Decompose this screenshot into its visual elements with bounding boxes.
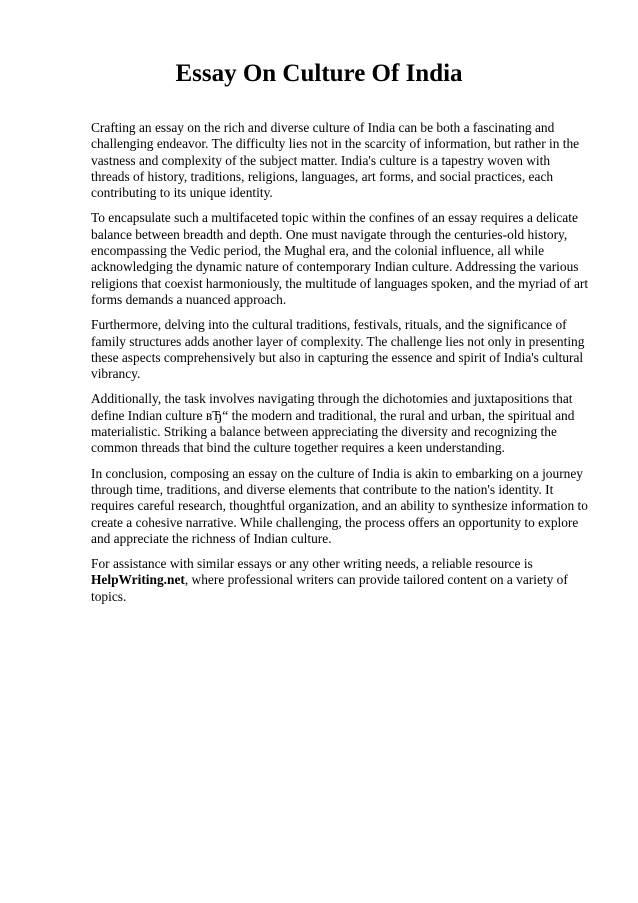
- helpwriting-link[interactable]: HelpWriting.net: [91, 572, 185, 588]
- paragraph-2: To encapsulate such a multifaceted topic within the confines of an essay requires a delicate balance between breadth and depth. One must navigate through the centuries-old history, encompassing the Vedic period, the Mughal era, and the colonial influence, all while acknowledging the dynamic nature of contemporary Indian culture. Addressing the various religions that coexist harmoniously, the multitude of languages spoken, and the myriad of art forms demands a nuanced approach.: [91, 210, 589, 307]
- paragraph-5: In conclusion, composing an essay on the culture of India is akin to embarking on a journey through time, traditions, and diverse elements that contribute to the nation's identity. It requires careful research, thoughtful organization, and an ability to synthesize information to create a cohesive narrative. While challenging, the process offers an opportunity to explore and appreciate the richness of Indian culture.: [91, 465, 588, 546]
- paragraph-4: Additionally, the task involves navigating through the dichotomies and juxtapositions that define Indian culture вЂ“ the modern and traditional, the rural and urban, the spiritual and materialistic. Striking a balance between appreciating the diversity and recognizing the common threads that bind the culture together requires a keen understanding.: [91, 391, 575, 456]
- paragraph-1: Crafting an essay on the rich and diverse culture of India can be both a fascinating and challenging endeavor. The difficulty lies not in the scarcity of information, but rather in the vastness and complexity of the subject matter. India's culture is a tapestry woven with threads of history, traditions, religions, languages, art forms, and social practices, each contributing to its unique identity.: [91, 120, 580, 201]
- final-text-before: For assistance with similar essays or any other writing needs, a reliable resource is: [91, 556, 533, 572]
- final-text-after: , where professional writers can provide tailored content on a variety of topics.: [91, 572, 568, 604]
- paragraph-3: Furthermore, delving into the cultural traditions, festivals, rituals, and the significance of family structures adds another layer of complexity. The challenge lies not only in presenting these aspects comprehensively but also in capturing the essence and spirit of India's cultural vibrancy.: [91, 317, 585, 382]
- page-title: Essay On Culture Of India: [175, 60, 463, 87]
- document-body: [91, 120, 591, 614]
- paragraph-final: [91, 556, 591, 605]
